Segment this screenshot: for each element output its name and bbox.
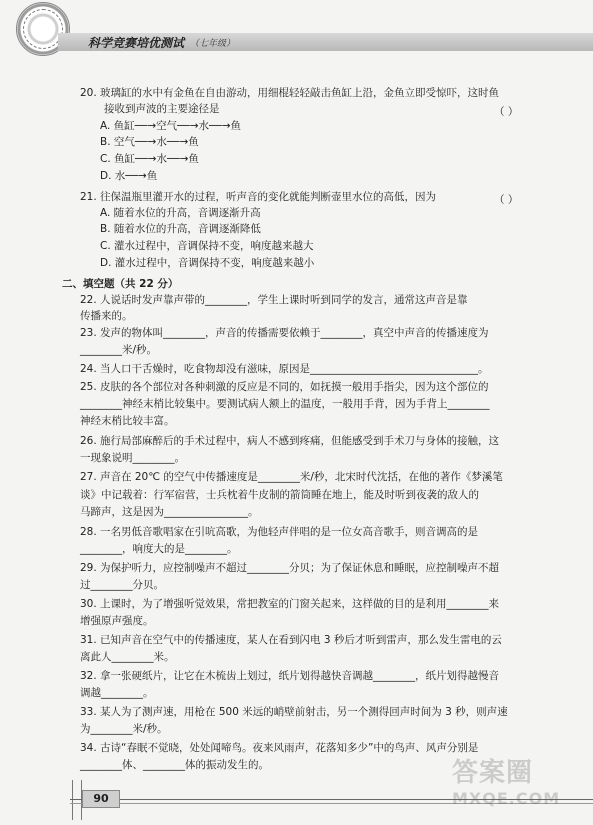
q28-line2: ________，响度大的是________。 [80, 543, 238, 555]
q22-line1: 22. 人说话时发声靠声带的________，学生上课时听到同学的发言，通常这声音是靠 [80, 294, 468, 306]
q32-line1: 32. 拿一张硬纸片，让它在木梳齿上划过，纸片划得越快音调越________，纸片划得越慢音 [80, 670, 500, 682]
q21-option-a: A. 随着水位的升高，音调逐渐升高 [100, 207, 261, 219]
q31-line2: 离此人________米。 [80, 651, 175, 663]
q20-stem-line1: 20. 玻璃缸的水中有金鱼在自由游动，用细棍轻轻敲击鱼缸上沿，金鱼立即受惊吓，这时鱼 [80, 87, 500, 99]
q22-line2: 传播来的。 [80, 310, 133, 322]
watermark-domain: MXQE.COM [452, 789, 561, 808]
q32-line2: 调越________。 [80, 687, 154, 699]
q27-line1: 27. 声音在 20℃ 的空气中传播速度是________米/秒，北宋时代沈括，在他的著作《梦溪笔 [80, 471, 503, 483]
footer-decor-lines [72, 780, 82, 820]
q27-line2: 谈》中记载着：行军宿营，士兵枕着牛皮制的箭筒睡在地上，能及时听到夜袭的敌人的 [80, 489, 479, 501]
q26-line2: 一现象说明________。 [80, 452, 185, 464]
q23-line2: ________米/秒。 [80, 344, 158, 356]
q31-line1: 31. 已知声音在空气中的传播速度，某人在看到闪电 3 秒后才听到雷声，那么发生雷电的云 [80, 634, 502, 646]
q30-line1: 30. 上课时，为了增强听觉效果，常把教室的门窗关起来，这样做的目的是利用________来 [80, 598, 500, 610]
q25-line1: 25. 皮肤的各个部位对各种刺激的反应是不同的，如抚摸一般用手指尖，因为这个部位的 [80, 381, 489, 393]
q21-answer-paren: （ ） [494, 194, 519, 206]
q33-line2: 为________米/秒。 [80, 723, 168, 735]
q30-line2: 增强原声强度。 [80, 615, 154, 627]
watermark [452, 752, 590, 820]
q27-line3: 马蹄声，这是因为________________。 [80, 506, 259, 518]
q24-line1: 24. 当人口干舌燥时，吃食物却没有滋味，原因是________________________________。 [80, 363, 489, 375]
page-number: 90 [82, 790, 120, 808]
header-title: 科学竞赛培优测试 [88, 36, 185, 50]
q21-option-b: B. 随着水位的升高，音调逐渐降低 [100, 223, 261, 235]
q29-line1: 29. 为保护听力，应控制噪声不超过________分贝；为了保证休息和睡眠，应控制噪声不超 [80, 562, 500, 574]
q25-line3: 神经末梢比较丰富。 [80, 415, 175, 427]
q20-option-d: D. 水──→鱼 [100, 170, 158, 182]
q20-option-a: A. 鱼缸──→空气──→水──→鱼 [100, 120, 241, 132]
q21-option-d: D. 灌水过程中，音调保持不变，响度越来越小 [100, 257, 315, 269]
q29-line2: 过________分贝。 [80, 579, 164, 591]
q20-option-b: B. 空气──→水──→鱼 [100, 136, 199, 148]
q25-line2: ________神经末梢比较集中。要测试病人额上的温度，一般用手背，因为手背上________ [80, 398, 490, 410]
q20-answer-paren: （ ） [494, 106, 519, 118]
header-subtitle: （七年级） [190, 39, 236, 49]
q21-stem: 21. 往保温瓶里灌开水的过程，听声音的变化就能判断壶里水位的高低，因为 [80, 191, 437, 203]
q20-stem-line2: 接收到声波的主要途径是 [104, 103, 220, 115]
watermark-title: 答案圈 [452, 758, 534, 788]
logo-ring [23, 9, 63, 49]
q20-option-c: C. 鱼缸──→水──→鱼 [100, 153, 199, 165]
q33-line1: 33. 某人为了测声速，用枪在 500 米远的峭壁前射击，另一个测得回声时间为 3 秒，则声速 [80, 706, 508, 718]
section-fill-in-heading: 二、填空题（共 22 分） [62, 278, 179, 290]
q21-option-c: C. 灌水过程中，音调保持不变，响度越来越大 [100, 240, 314, 252]
q34-line2: ________体、________体的振动发生的。 [80, 759, 269, 771]
q28-line1: 28. 一名男低音歌唱家在引吭高歌，为他轻声伴唱的是一位女高音歌手，则音调高的是 [80, 526, 479, 538]
q34-line1: 34. 古诗“春眠不觉晓，处处闻啼鸟。夜来风雨声，花落知多少”中的鸟声、风声分别是 [80, 742, 479, 754]
q23-line1: 23. 发声的物体叫________，声音的传播需要依赖于________，真空中声音的传播速度为 [80, 327, 489, 339]
q26-line1: 26. 施行局部麻醉后的手术过程中，病人不感到疼痛，但能感受到手术刀与身体的接触，这 [80, 435, 500, 447]
